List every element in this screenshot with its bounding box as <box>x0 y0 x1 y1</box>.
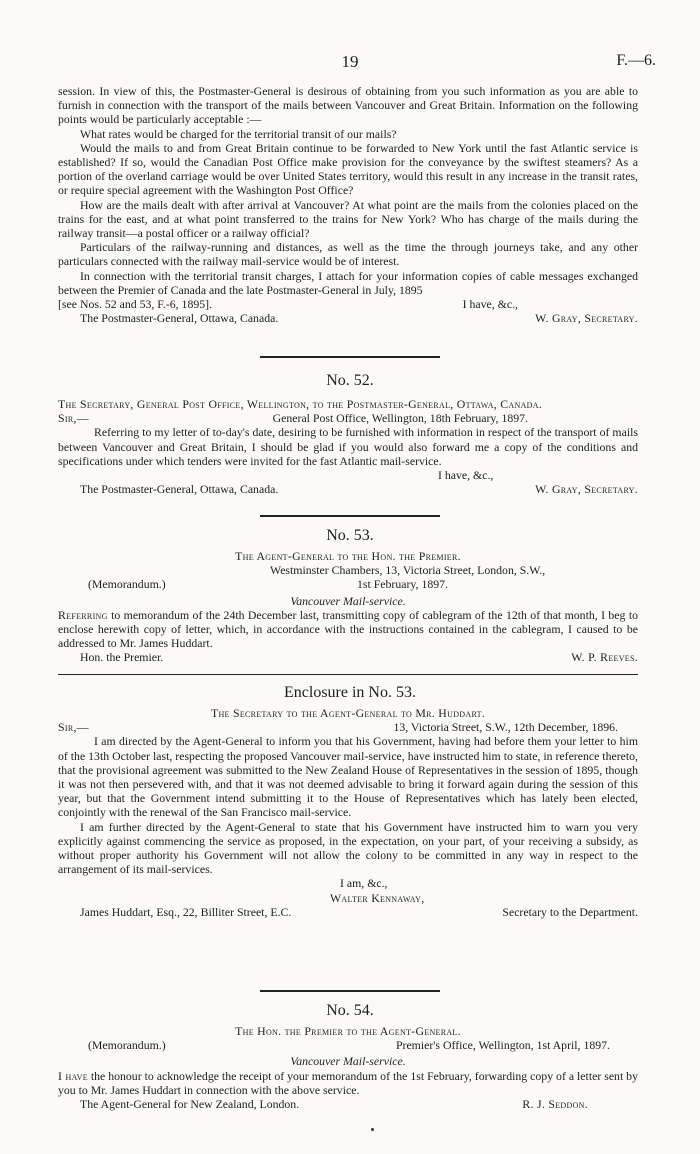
signatory: W. Gray, Secretary. <box>535 311 638 326</box>
reference-line: [see Nos. 52 and 53, F.-6, 1895]. <box>58 297 213 312</box>
signatory-title: Secretary to the Department. <box>502 904 638 919</box>
paragraph: In connection with the territorial transit charges, I attach for your information copies of cable messages exchanged between the Premier of Canada and the late Postmaster-General in July, 1895 <box>58 268 638 297</box>
section-divider <box>58 674 638 675</box>
memorandum-label: (Memorandum.) <box>88 577 166 592</box>
memo-no-54 <box>58 1024 638 1111</box>
subject: Vancouver Mail-service. <box>290 1054 406 1069</box>
lead-word: Referring <box>58 607 108 622</box>
signatory: R. J. Seddon. <box>522 1097 588 1112</box>
print-mark <box>371 1128 374 1131</box>
body: to memorandum of the 24th December last, transmitting copy of cablegram of the 12th of that month, I beg to enclose herewith copy of letter, which, in accordance with the instructions contained in the cablegram, I caused to be addressed to Mr. James Huddart. <box>58 607 638 651</box>
addressee: Hon. the Premier. <box>80 650 164 665</box>
paragraph: What rates would be charged for the territorial transit of our mails? <box>80 126 397 141</box>
from-to-line: The Hon. the Premier to the Agent-General. <box>235 1024 461 1038</box>
address-line: Westminster Chambers, 13, Victoria Street, London, S.W., <box>270 563 546 578</box>
from-to-line: The Agent-General to the Hon. the Premier. <box>235 549 461 563</box>
addressee: The Agent-General for New Zealand, London. <box>80 1097 300 1112</box>
heading-enclosure: Enclosure in No. 53. <box>284 684 416 701</box>
paragraph: Would the mails to and from Great Britain continue to be forwarded to New York until the fast Atlantic service is established? If so, would the Canadian Post Office make provision for the conveyance by the swiftest steamers? As a portion of the overland carriage would be over United States territory, would this result in any increase in the transit rates, or require special agreement with the Washington Post Office? <box>58 140 638 198</box>
signatory: Walter Kennaway, <box>330 890 425 905</box>
from-to-line: The Secretary, General Post Office, Wellington, to the Postmaster-General, Ottawa, Canada. <box>58 397 543 411</box>
dateline: Premier's Office, Wellington, 1st April, 1897. <box>395 1038 610 1053</box>
heading-no-53: No. 53. <box>326 527 374 544</box>
body: Referring to my letter of to-day's date, desiring to be furnished with information in respect of the transport of mails between Vancouver and Great Britain, I should be glad if you would also forward me a copy of the conditions and specifications under which tenders were invited for the fast Atlantic mail-service. <box>58 425 638 468</box>
signatory: W. Gray, Secretary. <box>535 482 638 497</box>
document-reference: F.—6. <box>616 52 656 69</box>
letter-enclosure <box>58 706 638 919</box>
section-divider <box>260 990 440 992</box>
heading-no-52: No. 52. <box>326 372 374 389</box>
closing: I am, &c., <box>340 876 388 891</box>
section-divider <box>260 515 440 517</box>
body: the honour to acknowledge the receipt of your memorandum of the 1st February, forwarding copy of a letter sent by you to Mr. James Huddart in connection with the above service. <box>58 1068 638 1097</box>
page-number: 19 <box>341 52 359 71</box>
paragraph: Particulars of the railway-running and distances, as well as the time the through journeys take, and any other particulars connected with the railway mail-service would be of interest. <box>58 240 638 269</box>
subject: Vancouver Mail-service. <box>290 593 406 608</box>
paragraph: I am further directed by the Agent-General to state that his Government have instructed him to warn you very explicitly against commencing the service as proposed, in the expectation, on your part, of your receiving a subsidy, as without proper authority his Government will not allow the colony to be committed in any way in respect to the arrangement of its mail-services. <box>58 819 638 877</box>
closing: I have, &c., <box>462 297 518 312</box>
salutation: Sir,— <box>58 411 89 426</box>
dateline: 13, Victoria Street, S.W., 12th December, 1896. <box>393 720 618 735</box>
salutation: Sir,— <box>58 720 89 735</box>
top-letter <box>58 84 638 325</box>
closing: I have, &c., <box>438 468 494 483</box>
heading-no-54: No. 54. <box>326 1002 374 1019</box>
addressee: The Postmaster-General, Ottawa, Canada. <box>80 311 279 326</box>
paragraph: I am directed by the Agent-General to inform you that his Government, having had before them your letter to him of the 13th October last, respecting the proposed Vancouver mail-service, have instructed him to state, in reference thereto, that the provisional agreement was submitted to the New Zealand House of Representatives in the session of 1895, though it was not then persevered with, and that it was not deemed advisable to bring it forward again during the session of this year, but that the Government intend submitting it to the House of Representatives which has lately been elected, conjointly with the renewal of the San Francisco mail-service. <box>58 734 638 820</box>
section-divider <box>260 356 440 358</box>
memo-no-53 <box>58 549 638 665</box>
date: 1st February, 1897. <box>357 577 448 592</box>
dateline: General Post Office, Wellington, 18th February, 1897. <box>272 411 528 426</box>
from-to-line: The Secretary to the Agent-General to Mr. Huddart. <box>210 706 486 720</box>
letter-no-52 <box>58 397 638 496</box>
memorandum-label: (Memorandum.) <box>88 1038 166 1053</box>
paragraph: session. In view of this, the Postmaster-General is desirous of obtaining from you such information as you are able to furnish in connection with the transport of the mails between Vancouver and Great Britain. Information on the following points would be particularly acceptable :— <box>58 84 638 127</box>
signatory: W. P. Reeves. <box>571 650 638 665</box>
paragraph: How are the mails dealt with after arrival at Vancouver? At what point are the mails from the colonies placed on the trains for the east, and at what point transferred to the trains for New York? Who has charge of the mails during the railway transit—a postal officer or a railway official? <box>58 197 638 241</box>
addressee: James Huddart, Esq., 22, Billiter Street, E.C. <box>80 904 292 919</box>
lead-word: I have <box>58 1068 88 1083</box>
addressee: The Postmaster-General, Ottawa, Canada. <box>80 482 279 497</box>
